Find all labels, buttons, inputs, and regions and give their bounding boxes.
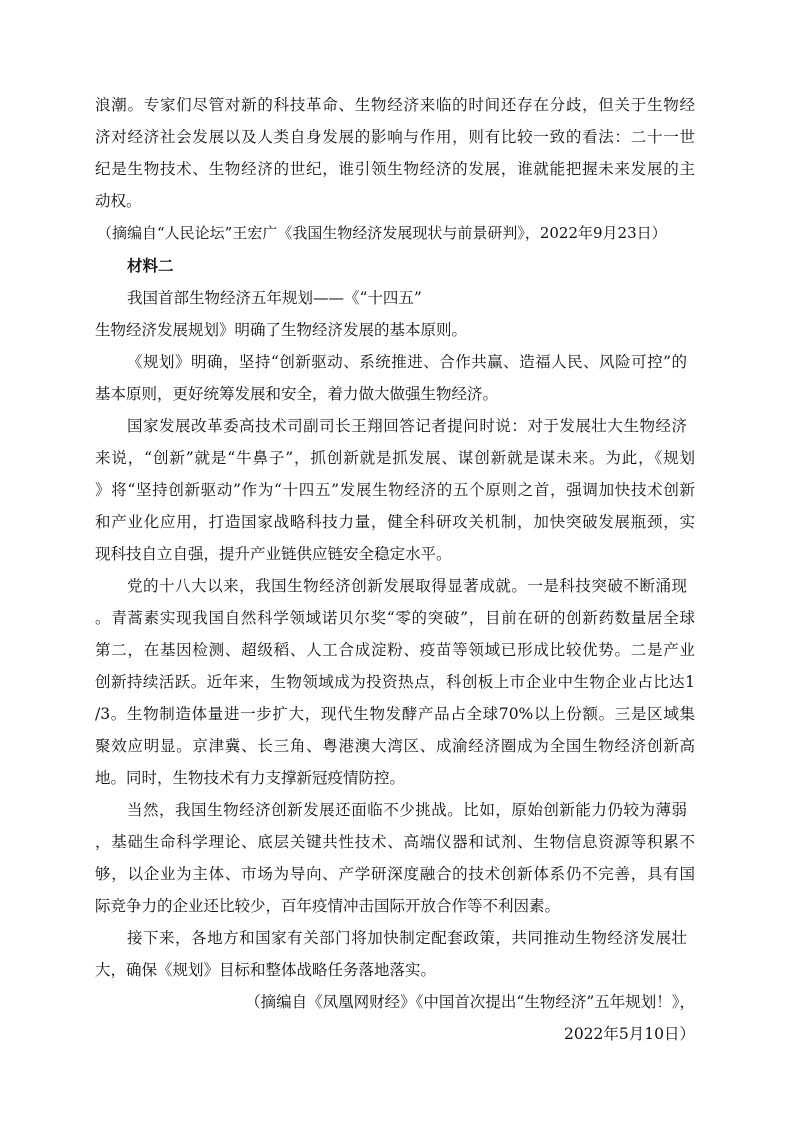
paragraph-line: 》将“坚持创新驱动”作为“十四五”发展生物经济的五个原则之首，强调加快技术创新 bbox=[95, 481, 695, 499]
paragraph-line: 《规划》明确，坚持“创新驱动、系统推进、合作共赢、造福人民、风险可控”的 bbox=[127, 353, 687, 371]
paragraph-line: 我国首部生物经济五年规划——《“十四五” bbox=[127, 289, 422, 307]
paragraph-line: /3。生物制造体量进一步扩大，现代生物发酵产品占全球70%以上份额。三是区域集 bbox=[95, 705, 695, 723]
source-citation-date: 2022年5月10日） bbox=[563, 1025, 695, 1043]
paragraph-line: ，基础生命科学理论、底层关键共性技术、高端仪器和试剂、生物信息资源等积累不 bbox=[95, 833, 695, 851]
paragraph-line: 创新持续活跃。近年来，生物领域成为投资热点，科创板上市企业中生物企业占比达1 bbox=[95, 673, 695, 691]
paragraph-line: 基本原则，更好统筹发展和安全，着力做大做强生物经济。 bbox=[95, 385, 499, 403]
paragraph-line: 动权。 bbox=[95, 192, 142, 210]
paragraph-line: 来说，“创新”就是“牛鼻子”，抓创新就是抓发展、谋创新就是谋未来。为此，《规划 bbox=[95, 449, 695, 467]
paragraph-line: 当然，我国生物经济创新发展还面临不少挑战。比如，原始创新能力仍较为薄弱 bbox=[127, 801, 687, 819]
paragraph-line: 浪潮。专家们尽管对新的科技革命、生物经济来临的时间还存在分歧，但关于生物经 bbox=[95, 96, 695, 114]
section-heading: 材料二 bbox=[127, 256, 174, 275]
paragraph-line: 和产业化应用，打造国家战略科技力量，健全科研攻关机制，加快突破发展瓶颈，实 bbox=[95, 513, 695, 531]
paragraph-line: 接下来，各地方和国家有关部门将加快制定配套政策，共同推动生物经济发展壮 bbox=[127, 929, 687, 947]
paragraph-line: 地。同时，生物技术有力支撑新冠疫情防控。 bbox=[95, 769, 406, 787]
paragraph-line: 济对经济社会发展以及人类自身发展的影响与作用，则有比较一致的看法：二十一世 bbox=[95, 128, 695, 146]
paragraph-line: 现科技自立自强，提升产业链供应链安全稳定水平。 bbox=[95, 545, 452, 563]
paragraph-line: 够，以企业为主体、市场为导向、产学研深度融合的技术创新体系仍不完善，具有国 bbox=[95, 865, 695, 883]
paragraph-line: 聚效应明显。京津冀、长三角、粤港澳大湾区、成渝经济圈成为全国生物经济创新高 bbox=[95, 737, 695, 755]
paragraph-line: 党的十八大以来，我国生物经济创新发展取得显著成就。一是科技突破不断涌现 bbox=[127, 577, 687, 595]
paragraph-line: 生物经济发展规划》明确了生物经济发展的基本原则。 bbox=[95, 321, 468, 339]
paragraph-line: 国家发展改革委高技术司副司长王翔回答记者提问时说：对于发展壮大生物经济 bbox=[127, 417, 687, 435]
paragraph-line: 纪是生物技术、生物经济的世纪，谁引领生物经济的发展，谁就能把握未来发展的主 bbox=[95, 160, 695, 178]
source-citation: （摘编自《凤凰网财经》《中国首次提出“生物经济”五年规划！》， bbox=[245, 993, 695, 1011]
paragraph-line: 大，确保《规划》目标和整体战略任务落地落实。 bbox=[95, 961, 437, 979]
source-citation: （摘编自“人民论坛”王宏广《我国生物经济发展现状与前景研判》，2022年9月23日） bbox=[97, 224, 667, 242]
paragraph-line: 。青蒿素实现我国自然科学领域诺贝尔奖“零的突破”，目前在研的创新药数量居全球 bbox=[95, 609, 695, 627]
paragraph-line: 第二，在基因检测、超级稻、人工合成淀粉、疫苗等领域已形成比较优势。二是产业 bbox=[95, 641, 695, 659]
paragraph-line: 际竞争力的企业还比较少，百年疫情冲击国际开放合作等不利因素。 bbox=[95, 897, 561, 915]
